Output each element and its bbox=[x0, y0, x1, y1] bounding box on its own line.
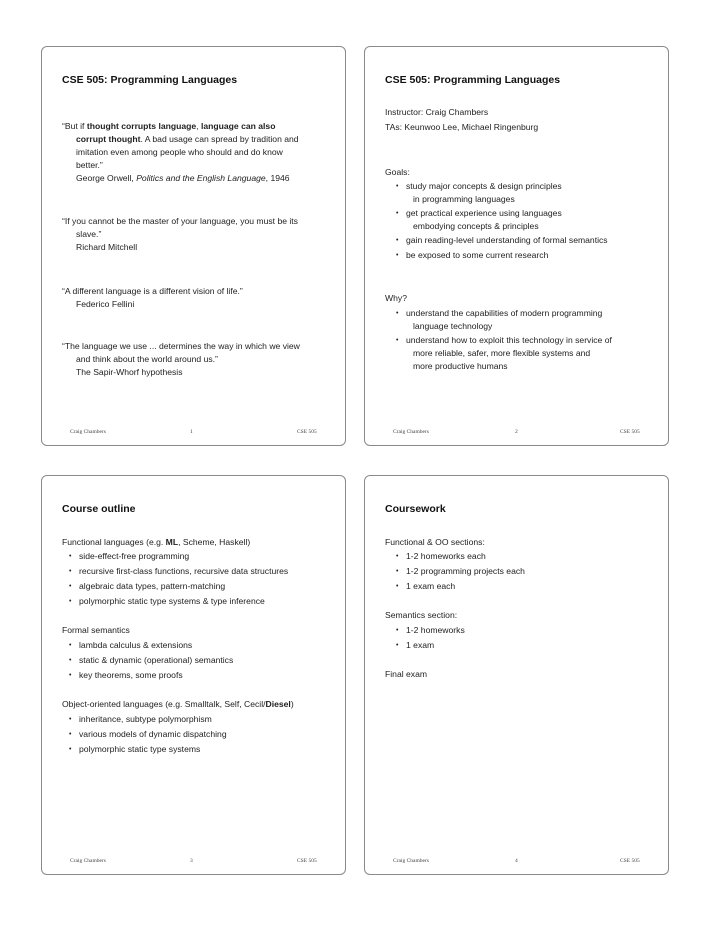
footer-course: CSE 505 bbox=[620, 429, 640, 435]
slide-4: Coursework Functional & OO sections: • 1-2 homeworks each • 1-2 programming projects each • 1 exam each Semantics section: • 1-2 homeworks • 1 exam Final exam Craig Chambers 4 CSE 505 bbox=[364, 475, 669, 875]
footer-course: CSE 505 bbox=[297, 858, 317, 864]
slide-3: Course outline Functional languages (e.g. ML, Scheme, Haskell) • side-effect-free programming • recursive first-class functions, recursive data structures • algebraic data types, pattern-matching • polymorphic static type systems & type inference Formal semantics • lambda calculus & extensions • static & dynamic (operational) semantics • key theorems, some proofs Object-oriented languages (e.g. Smalltalk, Self, Cecil/Diesel) • inheritance, subtype polymorphism • various models of dynamic dispatching • polymorphic static type systems Craig Chambers 3 CSE 505 bbox=[41, 475, 346, 875]
quote-author: Federico Fellini bbox=[76, 299, 135, 309]
bullet-icon: • bbox=[396, 337, 399, 344]
slide-footer bbox=[365, 429, 668, 439]
slide-1 bbox=[41, 46, 346, 446]
slide-footer bbox=[42, 429, 345, 439]
goals-heading: Goals: bbox=[385, 167, 410, 177]
bullet-icon: • bbox=[396, 310, 399, 317]
bullet-icon: • bbox=[69, 553, 72, 560]
section-heading: Object-oriented languages (e.g. Smalltalk, Self, Cecil/Diesel) bbox=[62, 699, 294, 709]
bullet-icon: • bbox=[396, 210, 399, 217]
bullet-icon: • bbox=[69, 746, 72, 753]
quote-line: “The language we use ... determines the way in which we view bbox=[62, 341, 300, 351]
footer-page-number: 3 bbox=[190, 858, 193, 864]
bullet-icon: • bbox=[69, 716, 72, 723]
section-heading: Semantics section: bbox=[385, 610, 458, 620]
section-heading: Functional languages (e.g. ML, Scheme, Haskell) bbox=[62, 537, 251, 547]
bullet-icon: • bbox=[396, 627, 399, 634]
bullet-icon: • bbox=[396, 583, 399, 590]
footer-page-number: 4 bbox=[515, 858, 518, 864]
bullet-icon: • bbox=[396, 642, 399, 649]
section-heading: Formal semantics bbox=[62, 625, 130, 635]
quote-line: and think about the world around us.” bbox=[76, 354, 218, 364]
instructor-line: Instructor: Craig Chambers bbox=[385, 107, 489, 117]
slide-footer bbox=[365, 858, 668, 868]
footer-author: Craig Chambers bbox=[70, 429, 106, 435]
bullet-icon: • bbox=[396, 252, 399, 259]
bullet-icon: • bbox=[396, 183, 399, 190]
quote-line: better.” bbox=[76, 160, 103, 170]
footer-page-number: 1 bbox=[190, 429, 193, 435]
slide-title: CSE 505: Programming Languages bbox=[62, 74, 238, 86]
bullet-icon: • bbox=[396, 553, 399, 560]
bullet-icon: • bbox=[69, 642, 72, 649]
slide-footer bbox=[42, 858, 345, 868]
quote-line: “But if thought corrupts language, language can also bbox=[62, 121, 276, 131]
slide-2: CSE 505: Programming Languages Instructor: Craig Chambers TAs: Keunwoo Lee, Michael Ringenburg Goals: • study major concepts & design principles in programming languages • get practical experience using languages embodying concepts & principles • gain reading-level understanding of formal semantics • be exposed to some current research Why? • understand the capabilities of modern programming language technology • understand how to exploit this technology in service of more reliable, safer, more flexible systems and more productive humans Craig Chambers 2 CSE 505 bbox=[364, 46, 669, 446]
tas-line: TAs: Keunwoo Lee, Michael Ringenburg bbox=[385, 122, 539, 132]
quote-line: corrupt thought. A bad usage can spread by tradition and bbox=[76, 134, 299, 144]
slide-title: Course outline bbox=[62, 503, 136, 515]
footer-author: Craig Chambers bbox=[393, 429, 429, 435]
footer-author: Craig Chambers bbox=[393, 858, 429, 864]
bullet-icon: • bbox=[69, 598, 72, 605]
section-heading: Functional & OO sections: bbox=[385, 537, 485, 547]
quote-author: Richard Mitchell bbox=[76, 242, 138, 252]
footer-page-number: 2 bbox=[515, 429, 518, 435]
bullet-icon: • bbox=[69, 672, 72, 679]
quote-line: “A different language is a different vision of life.” bbox=[62, 286, 243, 296]
bullet-icon: • bbox=[69, 583, 72, 590]
quote-line: “If you cannot be the master of your language, you must be its bbox=[62, 216, 298, 226]
why-heading: Why? bbox=[385, 293, 407, 303]
bullet-icon: • bbox=[396, 237, 399, 244]
footer-course: CSE 505 bbox=[297, 429, 317, 435]
slide-title: CSE 505: Programming Languages bbox=[385, 74, 561, 86]
footer-course: CSE 505 bbox=[620, 858, 640, 864]
bullet-icon: • bbox=[396, 568, 399, 575]
footer-author: Craig Chambers bbox=[70, 858, 106, 864]
section-heading: Final exam bbox=[385, 669, 428, 679]
bullet-icon: • bbox=[69, 657, 72, 664]
quote-line: slave.” bbox=[76, 229, 102, 239]
quote-author: The Sapir-Whorf hypothesis bbox=[76, 367, 183, 377]
slide-title: Coursework bbox=[385, 503, 446, 515]
bullet-icon: • bbox=[69, 731, 72, 738]
quote-line: imitation even among people who should and do know bbox=[76, 147, 283, 157]
bullet-icon: • bbox=[69, 568, 72, 575]
quote-author: George Orwell, Politics and the English Language, 1946 bbox=[76, 173, 290, 183]
